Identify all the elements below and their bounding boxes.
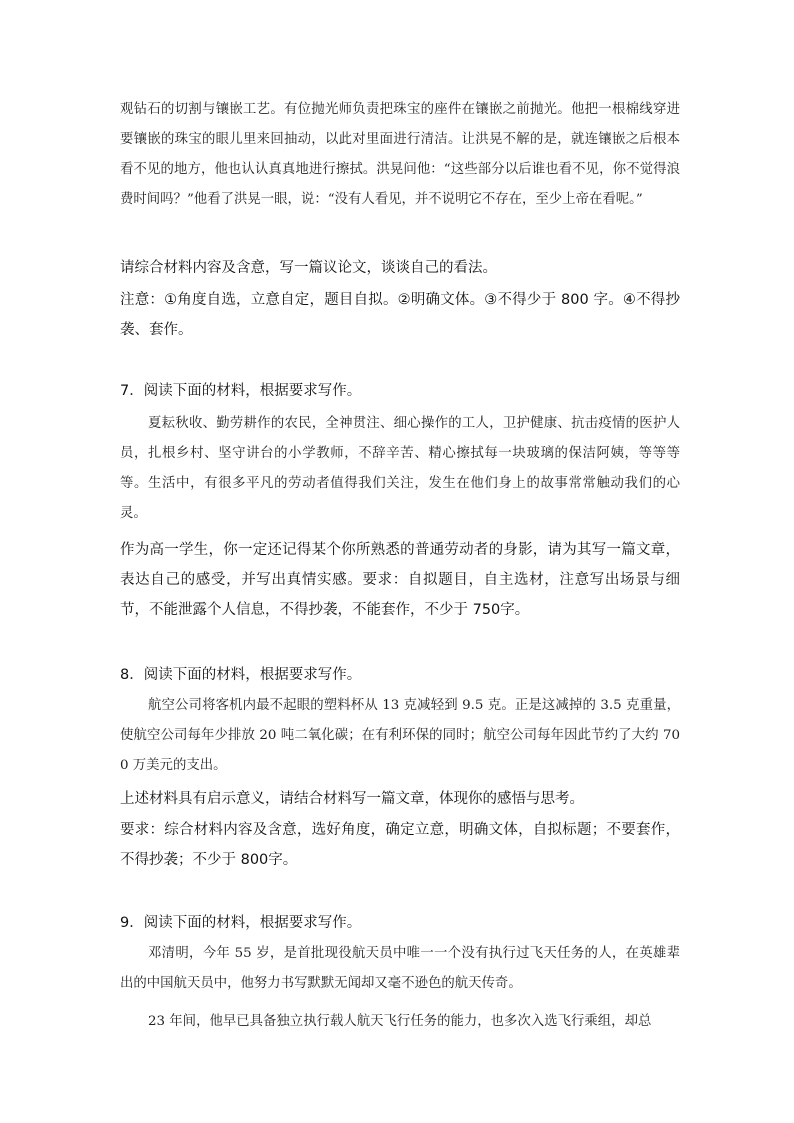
q6-notes: 注意：①角度自选，立意自定，题目自拟。②明确文体。③不得少于 800 字。④不得抄袭、套作。: [120, 292, 680, 338]
q7-heading: 7．阅读下面的材料，根据要求写作。: [120, 383, 362, 399]
q8-heading: 8．阅读下面的材料，根据要求写作。: [120, 667, 362, 683]
q9-material-1: 邓清明，今年 55 岁，是首批现役航天员中唯一一个没有执行过飞天任务的人，在英雄辈出的中国航天员中，他努力书写默默无闻却又毫不逊色的航天传奇。: [120, 946, 680, 991]
q9-material-2: 23 年间，他早已具备独立执行载人航天飞行任务的能力，也多次入选飞行乘组，却总: [148, 1014, 652, 1029]
q9-heading: 9．阅读下面的材料，根据要求写作。: [120, 915, 362, 931]
q7-prompt: 作为高一学生，你一定还记得某个你所熟悉的普通劳动者的身影，请为其写一篇文章，表达自己的感受，并写出真情实感。要求：自拟题目，自主选材，注意写出场景与细节，不能泄露个人信息，不得抄袭，不能套作，不少于 750字。: [120, 542, 680, 618]
q7-material: 夏耘秋收、勤劳耕作的农民，全神贯注、细心操作的工人，卫护健康、抗击疫情的医护人员，扎根乡村、坚守讲台的小学教师，不辞辛苦、精心擦拭每一块玻璃的保洁阿姨，等等等等。生活中，有很多平凡的劳动者值得我们关注，发生在他们身上的故事常常触动我们的心灵。: [120, 416, 680, 521]
q6-prompt: 请综合材料内容及含意，写一篇议论文，谈谈自己的看法。: [120, 260, 497, 276]
q8-prompt: 上述材料具有启示意义，请结合材料写一篇文章，体现你的感悟与思考。: [120, 791, 584, 807]
q6-material: 观钻石的切割与镶嵌工艺。有位抛光师负责把珠宝的座件在镶嵌之前抛光。他把一根棉线穿进要镶嵌的珠宝的眼儿里来回抽动，以此对里面进行清洁。让洪晃不解的是，就连镶嵌之后根本看不见的地方，他也认认真真地进行擦拭。洪晃问他：“这些部分以后谁也看不见，你不觉得浪费时间吗？”他看了洪晃一眼，说：“没有人看见，并不说明它不存在，至少上帝在看呢。”: [120, 102, 680, 207]
q8-requirements: 要求：综合材料内容及含意，选好角度，确定立意，明确文体，自拟标题；不要套作，不得抄袭；不少于 800字。: [120, 822, 680, 868]
q8-material: 航空公司将客机内最不起眼的塑料杯从 13 克减轻到 9.5 克。正是这减掉的 3.5 克重量，使航空公司每年少排放 20 吨二氧化碳；在有利环保的同时；航空公司每年因此节约了大约 700 万美元的支出。: [120, 698, 680, 773]
